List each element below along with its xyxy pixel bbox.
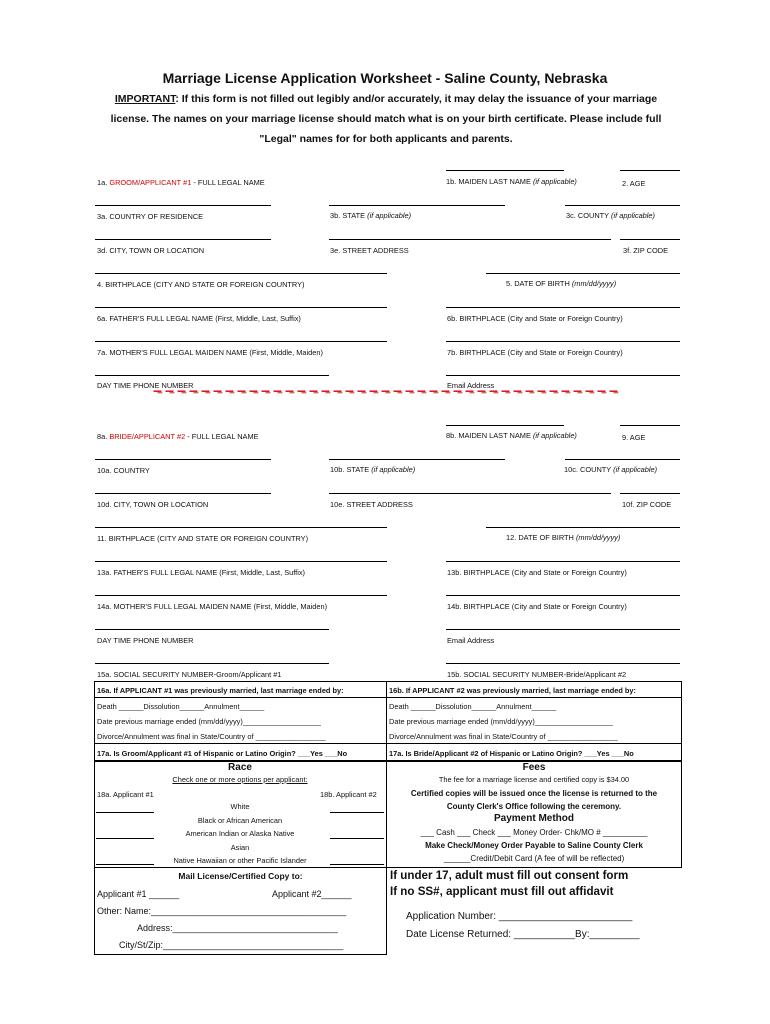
bride-ended-date[interactable]: Date previous marriage ended (mm/dd/yyyy)___________________ [389, 717, 613, 726]
field-line[interactable] [565, 205, 680, 206]
field-line[interactable] [620, 239, 680, 240]
date-license-returned[interactable]: Date License Returned: ___________By:_________ [406, 929, 640, 940]
bride-email-label: Email Address [447, 636, 495, 645]
race-checkbox-line[interactable] [330, 838, 384, 839]
field-line[interactable] [446, 375, 680, 376]
field-6a-label: 6a. FATHER'S FULL LEGAL NAME (First, Middle, Last, Suffix) [97, 314, 301, 323]
bride-phone-label: DAY TIME PHONE NUMBER [97, 636, 194, 645]
field-3b-label: 3b. STATE (if applicable) [330, 211, 412, 220]
intro-paragraph [96, 89, 676, 149]
intro-text: : If this form is not filled out legibly and/or accurately, it may delay the issuance of your marriage license. The names on your marriage license should match what is on your birth certificate. Please include full "Legal" names for for both applicants and parents. [110, 93, 662, 145]
mail-applicant1[interactable]: Applicant #1 ______ [97, 889, 180, 899]
field-7a-label: 7a. MOTHER'S FULL LEGAL MAIDEN NAME (First, Middle, Maiden) [97, 348, 323, 357]
groom-ended-by[interactable]: Death ______Dissolution______Annulment______ [97, 702, 265, 711]
race-checkbox-line[interactable] [96, 812, 154, 813]
field-line[interactable] [620, 170, 680, 171]
field-15b-label: 15b. SOCIAL SECURITY NUMBER-Bride/Applicant #2 [447, 670, 627, 679]
field-line[interactable] [620, 493, 680, 494]
payment-payable: Make Check/Money Order Payable to Saline County Clerk [425, 841, 643, 850]
field-line[interactable] [446, 341, 680, 342]
field-10d-label: 10d. CITY, TOWN OR LOCATION [97, 500, 209, 509]
field-1b-label: 1b. MAIDEN LAST NAME (if applicable) [446, 177, 577, 186]
field-10b-label: 10b. STATE (if applicable) [330, 465, 416, 474]
field-line[interactable] [95, 561, 387, 562]
mail-applicant2[interactable]: Applicant #2______ [272, 889, 352, 899]
race-option-asian: Asian [230, 843, 250, 852]
field-14a-label: 14a. MOTHER'S FULL LEGAL MAIDEN NAME (First, Middle, Maiden) [97, 602, 328, 611]
field-line[interactable] [95, 307, 387, 308]
under-17-note: If under 17, adult must fill out consent form [390, 869, 629, 882]
race-checkbox-line[interactable] [96, 838, 154, 839]
race-checkbox-line[interactable] [330, 812, 384, 813]
field-16b-label: 16b. If APPLICANT #2 was previously married, last marriage ended by: [389, 686, 636, 695]
field-5-label: 5. DATE OF BIRTH (mm/dd/yyyy) [506, 279, 617, 288]
mail-address[interactable]: Address:_________________________________ [137, 923, 338, 933]
payment-heading: Payment Method [493, 813, 574, 824]
mail-heading: Mail License/Certified Copy to: [178, 871, 303, 881]
payment-methods[interactable]: ___ Cash ___ Check ___ Money Order- Chk/MO # __________ [420, 828, 648, 837]
field-4-label: 4. BIRTHPLACE (CITY AND STATE OR FOREIGN COUNTRY) [97, 280, 305, 289]
field-line[interactable] [329, 493, 611, 494]
field-16a-label: 16a. If APPLICANT #1 was previously married, last marriage ended by: [97, 686, 344, 695]
field-6b-label: 6b. BIRTHPLACE (City and State or Foreign Country) [447, 314, 623, 323]
no-ssn-note: If no SS#, applicant must fill out affidavit [390, 885, 614, 898]
field-line[interactable] [446, 595, 680, 596]
field-11-label: 11. BIRTHPLACE (CITY AND STATE OR FOREIGN COUNTRY) [97, 534, 309, 543]
field-line[interactable] [95, 663, 329, 664]
field-3f-label: 3f. ZIP CODE [623, 246, 669, 255]
field-line[interactable] [446, 663, 680, 664]
field-1a-label: 1a. GROOM/APPLICANT #1 - FULL LEGAL NAME [97, 178, 265, 187]
field-10a-label: 10a. COUNTRY [97, 466, 150, 475]
race-instruction: Check one or more options per applicant: [172, 775, 308, 784]
table-row-line [94, 697, 682, 698]
field-10f-label: 10f. ZIP CODE [622, 500, 672, 509]
groom-phone-label: DAY TIME PHONE NUMBER [97, 381, 194, 390]
field-line[interactable] [95, 595, 387, 596]
groom-email-label: Email Address [447, 381, 495, 390]
field-2-label: 2. AGE [622, 179, 646, 188]
field-line[interactable] [95, 341, 387, 342]
field-17b-label: 17a. Is Bride/Applicant #2 of Hispanic or Latino Origin? ___Yes ___No [389, 749, 634, 758]
field-line[interactable] [446, 425, 564, 426]
field-line[interactable] [446, 170, 564, 171]
important-label: IMPORTANT [114, 93, 176, 105]
field-9-label: 9. AGE [622, 433, 646, 442]
race-option-native-american: American Indian or Alaska Native [185, 829, 295, 838]
form-title: Marriage License Application Worksheet - Saline County, Nebraska [162, 70, 608, 86]
bride-final-state[interactable]: Divorce/Annulment was final in State/Country of _________________ [389, 732, 618, 741]
field-line[interactable] [446, 561, 680, 562]
groom-ended-date[interactable]: Date previous marriage ended (mm/dd/yyyy)___________________ [97, 717, 321, 726]
field-line[interactable] [95, 273, 387, 274]
fees-heading: Fees [522, 762, 546, 773]
field-3d-label: 3d. CITY, TOWN OR LOCATION [97, 246, 205, 255]
field-line[interactable] [565, 459, 680, 460]
field-line[interactable] [329, 459, 505, 460]
field-10e-label: 10e. STREET ADDRESS [330, 500, 413, 509]
field-10c-label: 10c. COUNTY (if applicable) [564, 465, 658, 474]
race-applicant2-label: 18b. Applicant #2 [320, 790, 377, 799]
field-13a-label: 13a. FATHER'S FULL LEGAL NAME (First, Middle, Last, Suffix) [97, 568, 306, 577]
race-option-black: Black or African American [197, 816, 283, 825]
field-line[interactable] [446, 629, 680, 630]
race-option-white: White [230, 802, 250, 811]
table-row-line [94, 743, 682, 744]
field-line[interactable] [95, 459, 271, 460]
table-divider [386, 681, 387, 761]
fees-cert-line2: County Clerk's Office following the ceremony. [446, 802, 622, 811]
field-line[interactable] [329, 205, 505, 206]
race-applicant1-label: 18a. Applicant #1 [97, 790, 154, 799]
field-line[interactable] [620, 425, 680, 426]
field-3a-label: 3a. COUNTRY OF RESIDENCE [97, 212, 204, 221]
field-8a-label: 8a. BRIDE/APPLICANT #2 - FULL LEGAL NAME [97, 432, 259, 441]
field-13b-label: 13b. BIRTHPLACE (City and State or Foreign Country) [447, 568, 627, 577]
field-line[interactable] [95, 375, 329, 376]
field-15a-label: 15a. SOCIAL SECURITY NUMBER-Groom/Applicant #1 [97, 670, 282, 679]
field-7b-label: 7b. BIRTHPLACE (City and State or Foreign Country) [447, 348, 623, 357]
mail-other-name[interactable]: Other: Name:_______________________________________ [97, 906, 347, 916]
field-3e-label: 3e. STREET ADDRESS [330, 246, 409, 255]
mail-city[interactable]: City/St/Zip:____________________________________ [119, 940, 344, 950]
field-3c-label: 3c. COUNTY (if applicable) [566, 211, 656, 220]
field-line[interactable] [95, 629, 329, 630]
field-14b-label: 14b. BIRTHPLACE (City and State or Foreign Country) [447, 602, 627, 611]
field-line[interactable] [95, 205, 271, 206]
field-line[interactable] [486, 273, 680, 274]
field-line[interactable] [95, 493, 271, 494]
field-line[interactable] [329, 239, 611, 240]
field-8b-label: 8b. MAIDEN LAST NAME (if applicable) [446, 431, 577, 440]
field-line[interactable] [95, 527, 387, 528]
field-17a-label: 17a. Is Groom/Applicant #1 of Hispanic or Latino Origin? ___Yes ___No [97, 749, 348, 758]
section-divider [95, 390, 680, 394]
bride-ended-by[interactable]: Death ______Dissolution______Annulment______ [389, 702, 557, 711]
race-option-pacific-islander: Native Hawaiian or other Pacific Islander [173, 856, 307, 865]
field-line[interactable] [486, 527, 680, 528]
race-heading: Race [228, 762, 252, 773]
groom-final-state[interactable]: Divorce/Annulment was final in State/Country of _________________ [97, 732, 326, 741]
fees-amount: The fee for a marriage license and certified copy is $34.00 [438, 775, 630, 784]
application-number[interactable]: Application Number: ________________________ [406, 911, 633, 922]
field-line[interactable] [95, 239, 271, 240]
payment-card[interactable]: ______Credit/Debit Card (A fee of will be reflected) [443, 854, 625, 863]
field-line[interactable] [446, 307, 680, 308]
fees-cert-line1: Certified copies will be issued once the license is returned to the [410, 789, 658, 798]
field-12-label: 12. DATE OF BIRTH (mm/dd/yyyy) [506, 533, 621, 542]
